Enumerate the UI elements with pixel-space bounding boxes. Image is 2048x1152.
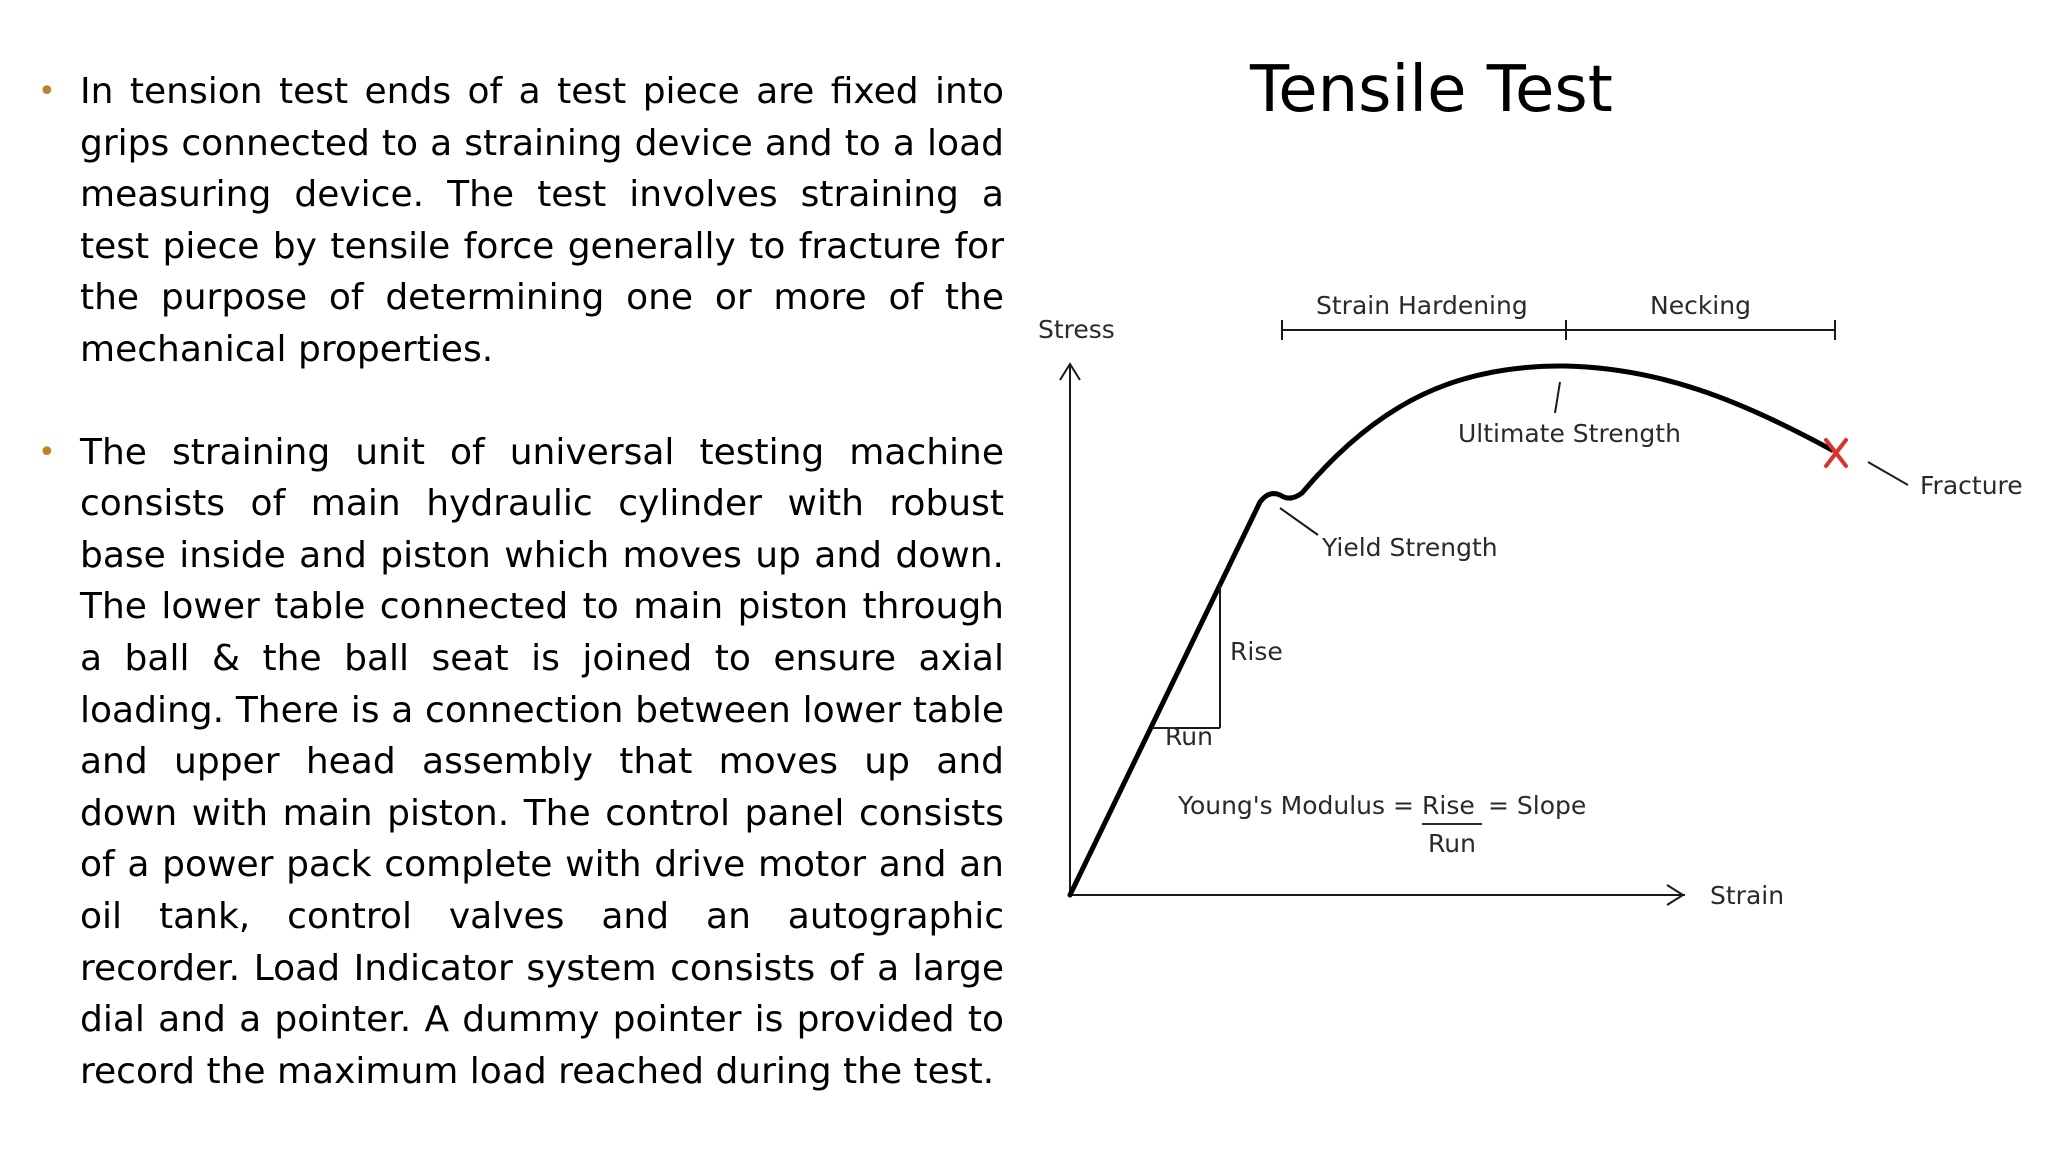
bullet-list [38, 66, 1004, 1148]
run-label: Run [1165, 722, 1213, 751]
bullet-item-tension-test [38, 66, 1004, 376]
necking-label: Necking [1650, 291, 1751, 320]
region-brackets [1282, 320, 1835, 340]
fracture-label: Fracture [1920, 471, 2023, 500]
y-axis-label: Stress [1038, 315, 1115, 344]
yield-strength-label: Yield Strength [1322, 533, 1498, 562]
bullet-dot-icon: • [38, 74, 56, 109]
rise-label: Rise [1230, 637, 1283, 666]
formula-lhs: Young's Modulus = [1178, 791, 1414, 820]
formula-numerator: Rise [1422, 791, 1475, 820]
bullet-text: The straining unit of universal testing machine consists of main hydraulic cylinder with robust base inside and piston which moves up and down. The lower table connected to main piston through a ball & the ball seat is joined to ensure axial loading. There is a connection between lower table and upper head assembly that moves up and down with main piston. The control panel consists of a power pack complete with drive motor and an oil tank, control valves and an autographic recorder. Load Indicator system consists of a large dial and a pointer. A dummy pointer is provided to record the maximum load reached during the test. [80, 431, 1004, 1092]
formula-denominator: Run [1428, 829, 1476, 858]
strain-hardening-label: Strain Hardening [1316, 291, 1528, 320]
fracture-pointer [1868, 462, 1908, 485]
slide-title: Tensile Test [1250, 53, 1613, 127]
x-axis-label: Strain [1710, 881, 1785, 910]
ultimate-strength-label: Ultimate Strength [1458, 419, 1681, 448]
ultimate-strength-pointer [1555, 382, 1560, 413]
bullet-dot-icon: • [38, 434, 56, 470]
formula-rhs: = Slope [1488, 791, 1587, 820]
yield-strength-pointer [1280, 508, 1318, 535]
bullet-text: In tension test ends of a test piece are fixed into grips connected to a straining device and to a load measuring device. The test involves straining a test piece by tensile force generally to fracture for the purpose of determining one or more of the mechanical properties. [80, 71, 1004, 370]
fracture-x-icon [1826, 440, 1846, 466]
bullet-item-straining-unit [38, 427, 1004, 1098]
stress-strain-diagram [1020, 280, 2040, 940]
